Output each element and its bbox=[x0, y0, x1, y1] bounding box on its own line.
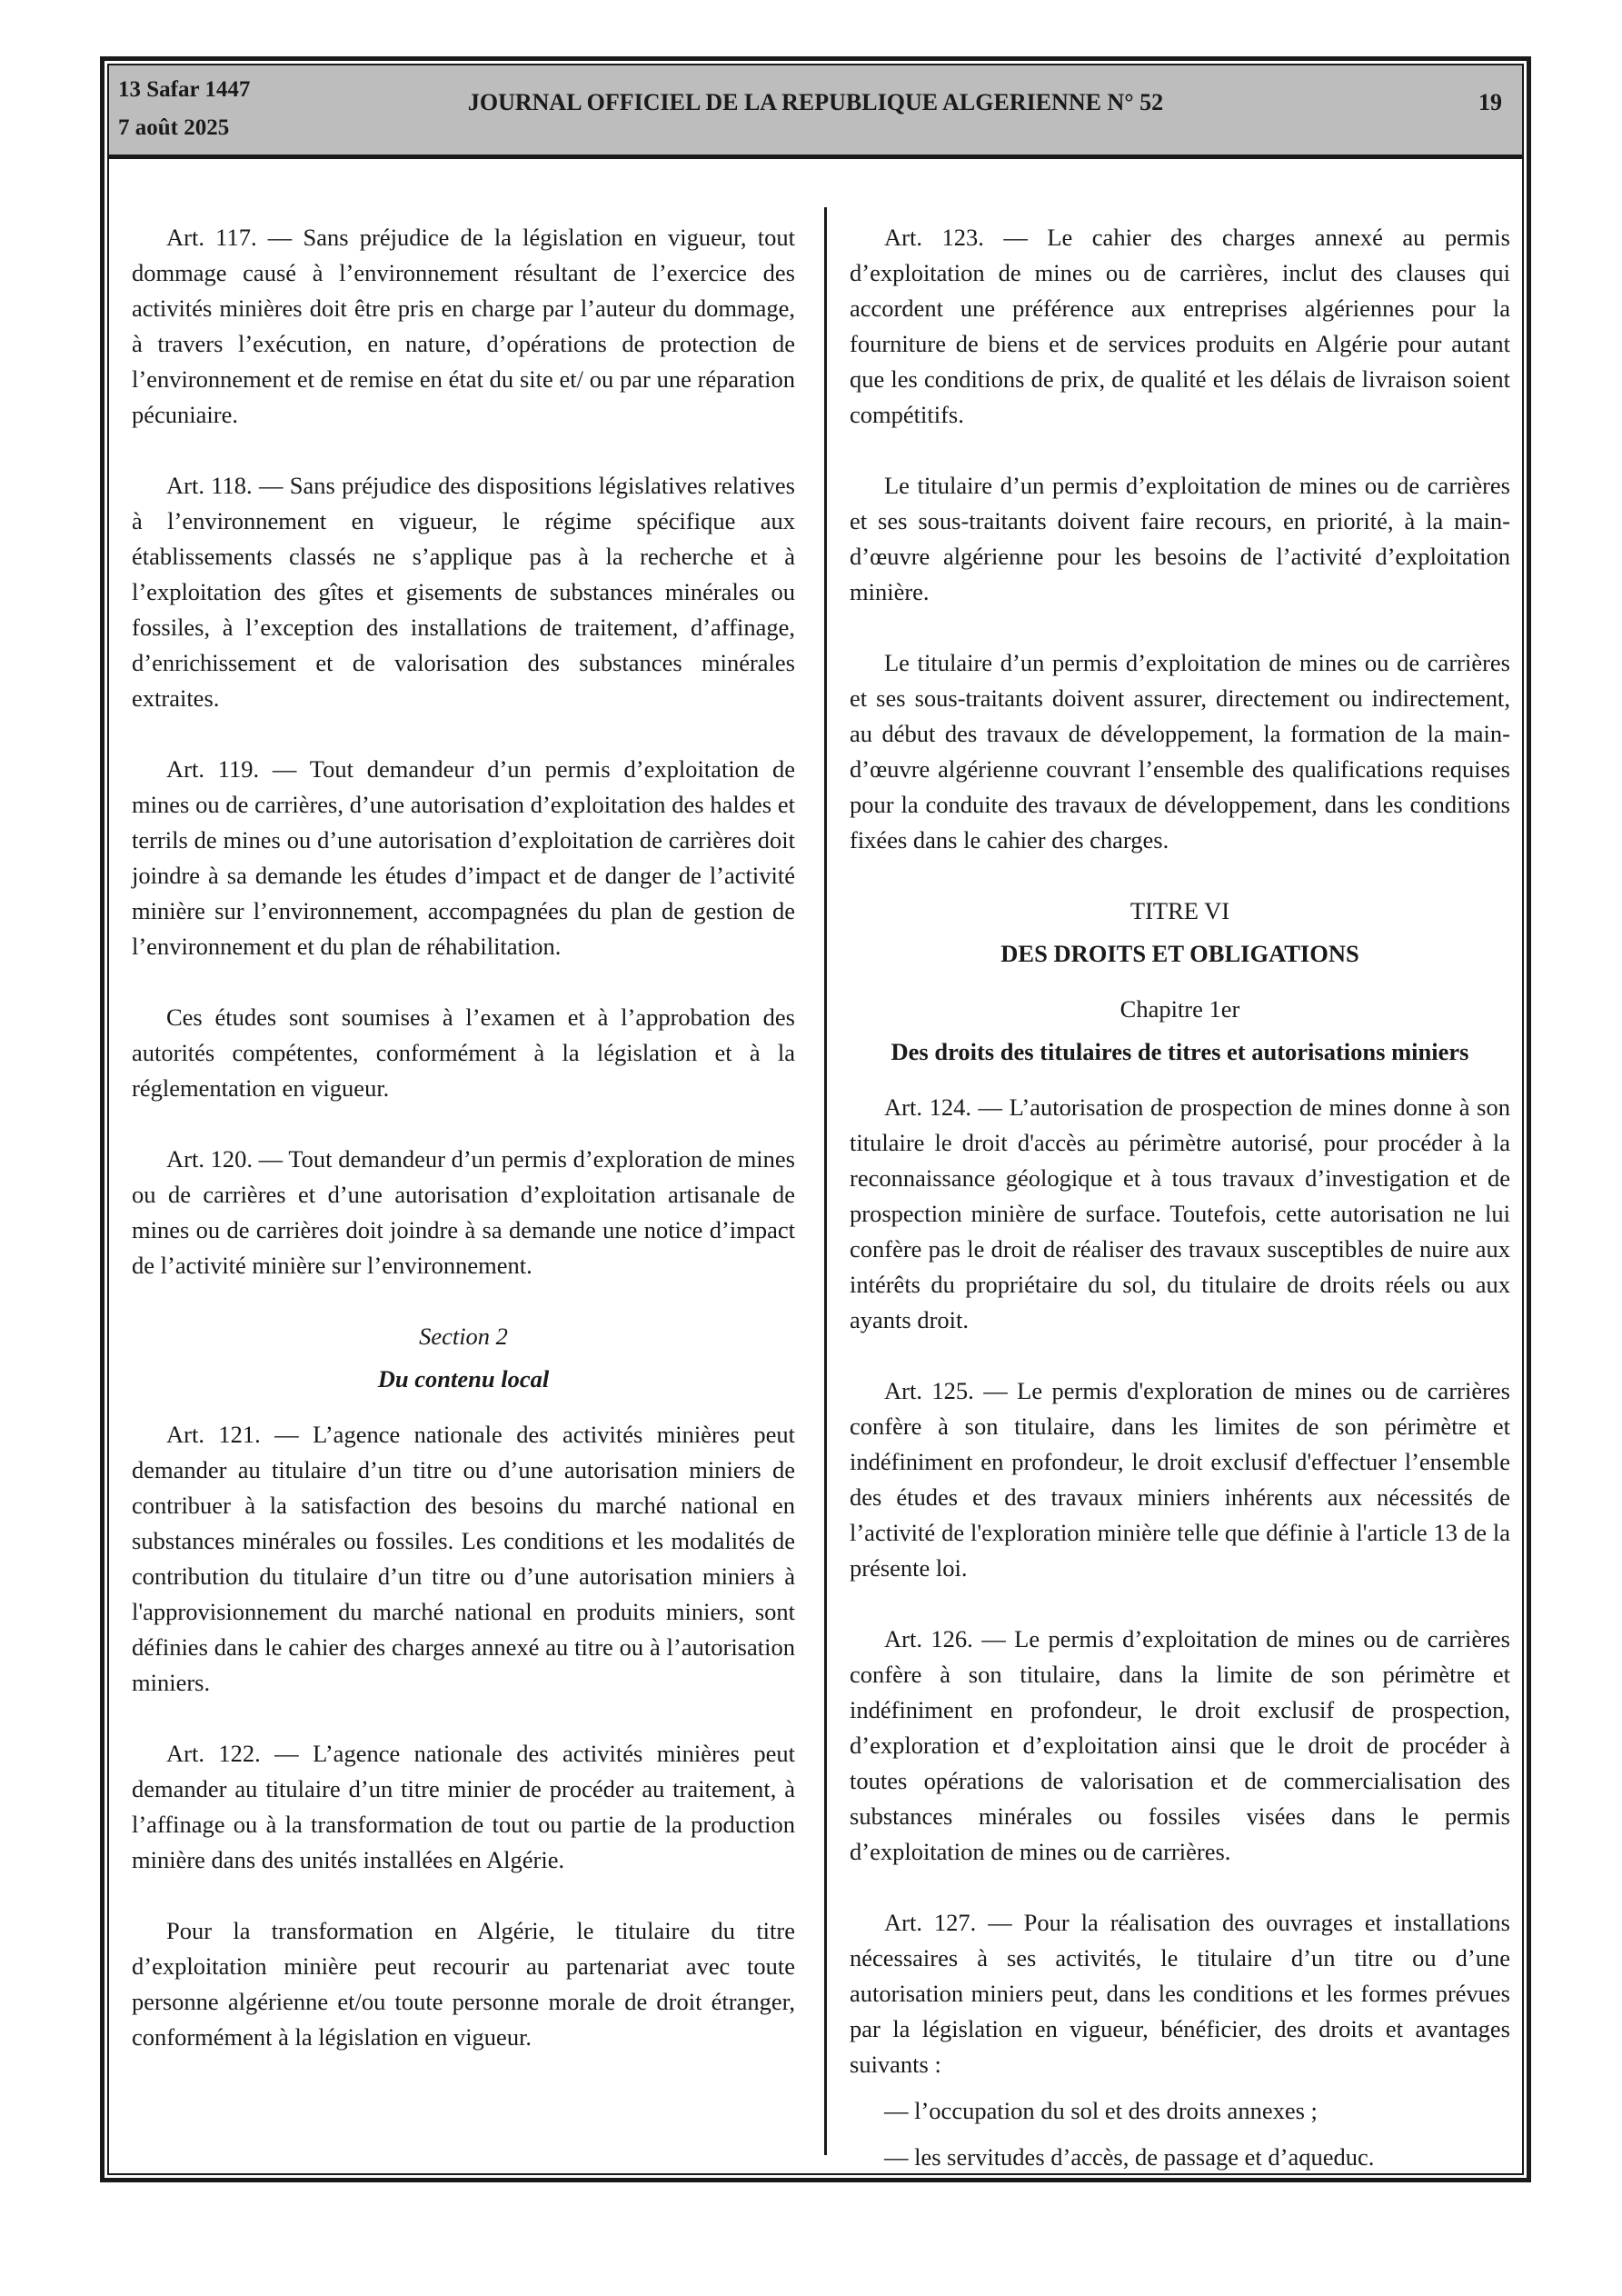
paragraph: Art. 127. — Pour la réalisation des ouvrages et installations nécessaires à ses activités, le titulaire d’un titre ou d’une autorisation miniers peut, dans les conditions et les formes prévues par la législation en vigueur, bénéficier, des droits et avantages suivants : bbox=[850, 1909, 1510, 2078]
page-frame-inner bbox=[107, 64, 1524, 2175]
paragraph: Art. 119. — Tout demandeur d’un permis d’exploitation de mines ou de carrières, d’une autorisation d’exploitation des haldes et terrils de mines ou d’une autorisation d’exploitation de carrières doit joindre à sa demande les études d’impact et de danger de l’activité minière sur l’environnement, accompagnées du plan de gestion de l’environnement et du plan de réhabilitation. bbox=[132, 755, 795, 960]
column-divider bbox=[824, 207, 827, 2155]
left-column bbox=[132, 220, 795, 2091]
section-heading: Du contenu local bbox=[377, 1365, 550, 1393]
section-heading: Chapitre 1er bbox=[1119, 995, 1240, 1023]
paragraph: Art. 117. — Sans préjudice de la législation en vigueur, tout dommage causé à l’environnement résultant de l’exercice des activités minières doit être pris en charge par l’auteur du dommage, à travers l’exécution, en nature, d’opérations de protection de l’environnement et de remise en état du site et/ ou par une réparation pécuniaire. bbox=[132, 224, 795, 428]
date-hijri: 13 Safar 1447 bbox=[118, 77, 251, 102]
section-heading: DES DROITS ET OBLIGATIONS bbox=[1000, 940, 1359, 967]
journal-header bbox=[109, 65, 1522, 159]
paragraph: Art. 118. — Sans préjudice des dispositions législatives relatives à l’environnement en vigueur, le régime spécifique aux établissements classés ne s’applique pas à la recherche et à l’exploitation des gîtes et gisements de substances minérales ou fossiles, à l’exception des installations de traitement, d’affinage, d’enrichissement et de valorisation des substances minérales extraites. bbox=[132, 472, 795, 712]
section-heading: TITRE VI bbox=[1129, 897, 1230, 924]
paragraph: Ces études sont soumises à l’examen et à l’approbation des autorités compétentes, conformément à la législation et à la réglementation en vigueur. bbox=[132, 1003, 795, 1102]
page-number: 19 bbox=[1478, 89, 1502, 115]
paragraph: Art. 126. — Le permis d’exploitation de mines ou de carrières confère à son titulaire, dans la limite de son périmètre et indéfiniment en profondeur, le droit exclusif de prospection, d’exploration et d’exploitation ainsi que le droit de procéder à toutes opérations de valorisation et de commercialisation des substances minérales ou fossiles visées dans le permis d’exploitation de mines ou de carrières. bbox=[850, 1625, 1510, 1865]
paragraph: Art. 125. — Le permis d'exploration de mines ou de carrières confère à son titulaire, dans les limites de son périmètre et indéfiniment en profondeur, le droit exclusif d'effectuer l’ensemble des études et des travaux miniers inhérents aux nécessités de l’activité de l'exploration minière telle que définie à l'article 13 de la présente loi. bbox=[850, 1377, 1510, 1582]
paragraph: Pour la transformation en Algérie, le titulaire du titre d’exploitation minière peut recourir au partenariat avec toute personne algérienne et/ou toute personne morale de droit étranger, conformément à la législation en vigueur. bbox=[132, 1917, 795, 2051]
journal-title: JOURNAL OFFICIEL DE LA REPUBLIQUE ALGERIENNE N° 52 bbox=[467, 89, 1164, 115]
right-column bbox=[850, 220, 1510, 2186]
section-heading: Des droits des titulaires de titres et autorisations miniers bbox=[891, 1038, 1469, 1065]
section-heading: Section 2 bbox=[419, 1323, 508, 1350]
paragraph: Art. 120. — Tout demandeur d’un permis d’exploration de mines ou de carrières et d’une autorisation d’exploitation artisanale de mines ou de carrières doit joindre à sa demande une notice d’impact de l’activité minière sur l’environnement. bbox=[132, 1145, 795, 1279]
paragraph: Art. 124. — L’autorisation de prospection de mines donne à son titulaire le droit d'accès au périmètre autorisé, pour procéder à la reconnaissance géologique et à tous travaux d’investigation et de prospection minière de surface. Toutefois, cette autorisation ne lui confère pas le droit de réaliser des travaux susceptibles de nuire aux intérêts du propriétaire du sol, du titulaire de droits réels ou aux ayants droit. bbox=[850, 1093, 1510, 1333]
page-frame bbox=[100, 56, 1531, 2182]
paragraph: Le titulaire d’un permis d’exploitation de mines ou de carrières et ses sous-traitants doivent faire recours, en priorité, à la main-d’œuvre algérienne pour les besoins de l’activité d’exploitation minière. bbox=[850, 472, 1510, 605]
paragraph: Art. 122. — L’agence nationale des activités minières peut demander au titulaire d’un titre minier de procéder au traitement, à l’affinage ou à la transformation de tout ou partie de la production minière dans des unités installées en Algérie. bbox=[132, 1740, 795, 1873]
paragraph: Art. 123. — Le cahier des charges annexé au permis d’exploitation de mines ou de carrières, inclut des clauses qui accordent une préférence aux entreprises algériennes pour la fourniture de biens et de services produits en Algérie pour autant que les conditions de prix, de qualité et les délais de livraison soient compétitifs. bbox=[850, 224, 1510, 428]
paragraph: Le titulaire d’un permis d’exploitation de mines ou de carrières et ses sous-traitants doivent assurer, directement ou indirectement, au début des travaux de développement, la formation de la main-d’œuvre algérienne couvrant l’ensemble des qualifications requises pour la conduite des travaux de développement, dans les conditions fixées dans le cahier des charges. bbox=[850, 649, 1510, 854]
paragraph: — l’occupation du sol et des droits annexes ; bbox=[884, 2097, 1318, 2124]
paragraph: — les servitudes d’accès, de passage et d’aqueduc. bbox=[884, 2143, 1375, 2171]
paragraph: Art. 121. — L’agence nationale des activités minières peut demander au titulaire d’un titre ou d’une autorisation miniers de contribuer à la satisfaction des besoins du marché national en substances minérales ou fossiles. Les conditions et les modalités de contribution du titulaire d’un titre ou d’une autorisation miniers à l'approvisionnement du marché national en produits miniers, sont définies dans le cahier des charges annexé au titre ou à l’autorisation miniers. bbox=[132, 1421, 795, 1696]
date-gregorian: 7 août 2025 bbox=[118, 115, 230, 140]
